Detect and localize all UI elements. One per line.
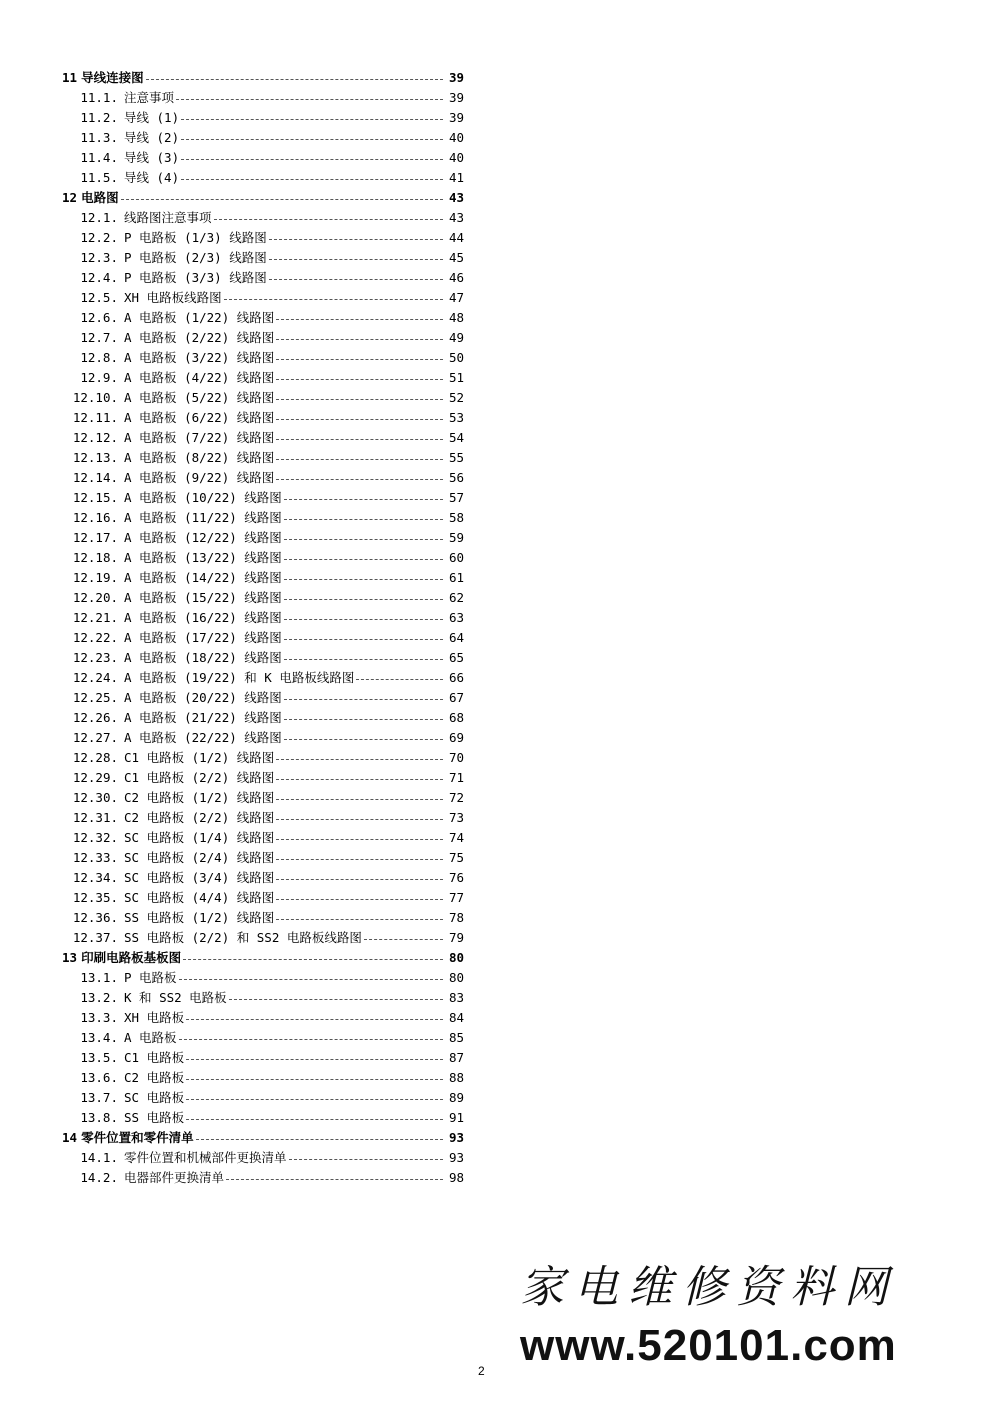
toc-title: 电路图 [81,190,119,205]
toc-page: 46 [448,270,464,285]
toc-number: 12.15. [72,490,118,505]
toc-page: 39 [448,90,464,105]
toc-entry[interactable] [62,748,464,768]
toc-leader [181,139,443,140]
toc-leader [276,379,443,380]
toc-title: A 电路板 (20/22) 线路图 [124,690,282,705]
toc-number: 12.11. [72,410,118,425]
toc-number: 12.17. [72,530,118,545]
toc-number: 12.29. [72,770,118,785]
watermark-title: 家电维修资料网 [520,1262,898,1313]
toc-title: A 电路板 (16/22) 线路图 [124,610,282,625]
toc-number: 12.32. [72,830,118,845]
toc-title: C2 电路板 [124,1070,185,1085]
toc-title: A 电路板 (17/22) 线路图 [124,630,282,645]
toc-page: 61 [448,570,464,585]
toc-title: A 电路板 (3/22) 线路图 [124,350,275,365]
toc-entry[interactable] [62,1048,464,1068]
toc-number: 12.36. [72,910,118,925]
toc-leader [179,979,443,980]
toc-entry[interactable] [62,968,464,988]
toc-number: 13.4. [80,1030,118,1045]
toc-leader [181,179,443,180]
toc-page: 88 [448,1070,464,1085]
toc-leader [186,1119,443,1120]
toc-number: 12.13. [72,450,118,465]
toc-entry[interactable] [62,668,464,688]
toc-entry[interactable] [62,528,464,548]
toc-entry[interactable] [62,1108,464,1128]
toc-title: 注意事项 [124,90,175,105]
toc-entry[interactable] [62,708,464,728]
toc-page: 48 [448,310,464,325]
toc-page: 65 [448,650,464,665]
toc-page: 73 [448,810,464,825]
toc-title: 线路图注意事项 [124,210,212,225]
toc-page: 91 [448,1110,464,1125]
toc-entry[interactable] [62,148,464,168]
toc-leader [276,319,443,320]
toc-entry[interactable] [62,928,464,948]
toc-title: A 电路板 [124,1030,177,1045]
toc-title: C2 电路板 (2/2) 线路图 [124,810,275,825]
toc-page: 64 [448,630,464,645]
toc-leader [284,719,443,720]
toc-title: A 电路板 (18/22) 线路图 [124,650,282,665]
toc-leader [186,1079,443,1080]
toc-leader [229,999,443,1000]
toc-number: 11 [62,70,78,85]
toc-leader [146,79,443,80]
toc-title: XH 电路板线路图 [124,290,222,305]
toc-entry[interactable] [62,1168,464,1188]
toc-page: 83 [448,990,464,1005]
toc-number: 12.14. [72,470,118,485]
toc-entry[interactable] [62,728,464,748]
toc-leader [284,599,443,600]
toc-title: A 电路板 (19/22) 和 K 电路板线路图 [124,670,355,685]
toc-leader [276,779,443,780]
toc-title: C1 电路板 [124,1050,185,1065]
toc-entry[interactable] [62,688,464,708]
toc-entry[interactable] [62,1008,464,1028]
toc-leader [121,199,443,200]
toc-title: A 电路板 (22/22) 线路图 [124,730,282,745]
toc-leader [176,99,443,100]
toc-entry[interactable] [62,988,464,1008]
toc-entry[interactable] [62,508,464,528]
toc-leader [276,339,443,340]
toc-number: 12.3. [80,250,118,265]
toc-page: 93 [448,1150,464,1165]
toc-entry[interactable] [62,428,464,448]
toc-leader [226,1179,443,1180]
toc-page: 68 [448,710,464,725]
toc-title: A 电路板 (6/22) 线路图 [124,410,275,425]
toc-entry[interactable] [62,448,464,468]
toc-leader [276,799,443,800]
toc-page: 55 [448,450,464,465]
toc-page: 72 [448,790,464,805]
toc-leader [284,499,443,500]
toc-title: 导线连接图 [81,70,144,85]
toc-title: K 和 SS2 电路板 [124,990,227,1005]
toc-entry[interactable] [62,328,464,348]
toc-title: 导线 (3) [124,150,180,165]
toc-entry[interactable] [62,108,464,128]
toc-entry[interactable] [62,788,464,808]
toc-page: 93 [448,1130,464,1145]
toc-title: 零件位置和零件清单 [81,1130,194,1145]
toc-title: 电器部件更换清单 [124,1170,225,1185]
toc-entry[interactable] [62,268,464,288]
toc-page: 84 [448,1010,464,1025]
toc-entry[interactable] [62,768,464,788]
toc-page: 89 [448,1090,464,1105]
toc-number: 12.16. [72,510,118,525]
toc-title: C2 电路板 (1/2) 线路图 [124,790,275,805]
toc-leader [186,1059,443,1060]
toc-leader [186,1099,443,1100]
toc-page: 43 [448,190,464,205]
table-of-contents [62,68,464,1188]
toc-leader [276,859,443,860]
toc-page: 87 [448,1050,464,1065]
toc-title: P 电路板 [124,970,177,985]
toc-page: 53 [448,410,464,425]
toc-page: 56 [448,470,464,485]
toc-leader [224,299,443,300]
toc-page: 52 [448,390,464,405]
toc-title: SC 电路板 (1/4) 线路图 [124,830,275,845]
toc-leader [179,1039,443,1040]
toc-title: A 电路板 (7/22) 线路图 [124,430,275,445]
toc-page: 77 [448,890,464,905]
toc-leader [284,579,443,580]
toc-entry[interactable] [62,608,464,628]
toc-leader [276,359,443,360]
toc-entry[interactable] [62,828,464,848]
toc-leader [284,559,443,560]
toc-title: SC 电路板 [124,1090,185,1105]
toc-leader [364,939,443,940]
toc-number: 12.26. [72,710,118,725]
toc-entry[interactable] [62,888,464,908]
toc-page: 78 [448,910,464,925]
toc-entry[interactable] [62,288,464,308]
toc-title: A 电路板 (15/22) 线路图 [124,590,282,605]
toc-leader [284,519,443,520]
toc-entry[interactable] [62,848,464,868]
toc-leader [276,479,443,480]
toc-title: C1 电路板 (2/2) 线路图 [124,770,275,785]
toc-page: 67 [448,690,464,705]
toc-title: A 电路板 (12/22) 线路图 [124,530,282,545]
toc-number: 12.10. [72,390,118,405]
toc-number: 14.2. [80,1170,118,1185]
toc-title: A 电路板 (13/22) 线路图 [124,550,282,565]
toc-page: 44 [448,230,464,245]
toc-number: 14.1. [80,1150,118,1165]
toc-number: 12.1. [80,210,118,225]
toc-number: 12.28. [72,750,118,765]
toc-title: 导线 (2) [124,130,180,145]
toc-entry[interactable] [62,388,464,408]
toc-entry[interactable] [62,208,464,228]
toc-entry[interactable] [62,588,464,608]
toc-section[interactable] [62,68,464,88]
toc-number: 12.4. [80,270,118,285]
toc-leader [276,459,443,460]
toc-title: A 电路板 (2/22) 线路图 [124,330,275,345]
toc-page: 80 [448,970,464,985]
toc-title: A 电路板 (1/22) 线路图 [124,310,275,325]
toc-number: 11.1. [80,90,118,105]
toc-entry[interactable] [62,808,464,828]
toc-number: 12.37. [72,930,118,945]
toc-entry[interactable] [62,548,464,568]
toc-number: 12.34. [72,870,118,885]
toc-page: 57 [448,490,464,505]
toc-title: P 电路板 (3/3) 线路图 [124,270,267,285]
toc-leader [181,119,443,120]
toc-page: 71 [448,770,464,785]
toc-number: 13.8. [80,1110,118,1125]
toc-number: 12.9. [80,370,118,385]
toc-leader [186,1019,443,1020]
toc-leader [276,879,443,880]
toc-entry[interactable] [62,88,464,108]
toc-title: C1 电路板 (1/2) 线路图 [124,750,275,765]
toc-number: 12.33. [72,850,118,865]
toc-number: 12.2. [80,230,118,245]
toc-entry[interactable] [62,468,464,488]
toc-number: 14 [62,1130,78,1145]
toc-number: 12 [62,190,78,205]
toc-title: A 电路板 (21/22) 线路图 [124,710,282,725]
toc-entry[interactable] [62,348,464,368]
toc-leader [269,259,443,260]
toc-number: 12.8. [80,350,118,365]
toc-entry[interactable] [62,228,464,248]
toc-number: 12.35. [72,890,118,905]
toc-title: SS 电路板 (1/2) 线路图 [124,910,275,925]
toc-entry[interactable] [62,648,464,668]
toc-number: 13.2. [80,990,118,1005]
toc-number: 12.31. [72,810,118,825]
watermark [520,1258,970,1374]
toc-page: 43 [448,210,464,225]
toc-entry[interactable] [62,308,464,328]
toc-page: 79 [448,930,464,945]
toc-title: A 电路板 (8/22) 线路图 [124,450,275,465]
toc-page: 40 [448,150,464,165]
toc-number: 13 [62,950,78,965]
toc-number: 12.23. [72,650,118,665]
toc-page: 63 [448,610,464,625]
toc-entry[interactable] [62,868,464,888]
toc-page: 98 [448,1170,464,1185]
toc-title: A 电路板 (5/22) 线路图 [124,390,275,405]
toc-page: 76 [448,870,464,885]
toc-title: 零件位置和机械部件更换清单 [124,1150,287,1165]
toc-title: SC 电路板 (3/4) 线路图 [124,870,275,885]
toc-leader [284,659,443,660]
toc-page: 39 [448,110,464,125]
toc-number: 12.20. [72,590,118,605]
toc-entry[interactable] [62,1088,464,1108]
toc-leader [284,539,443,540]
toc-leader [183,959,443,960]
toc-entry[interactable] [62,1148,464,1168]
toc-page: 75 [448,850,464,865]
toc-entry[interactable] [62,628,464,648]
toc-title: SS 电路板 (2/2) 和 SS2 电路板线路图 [124,930,362,945]
toc-page: 40 [448,130,464,145]
toc-page: 60 [448,550,464,565]
toc-title: XH 电路板 [124,1010,185,1025]
toc-section[interactable] [62,948,464,968]
toc-leader [276,399,443,400]
toc-leader [276,759,443,760]
toc-number: 12.24. [72,670,118,685]
toc-number: 12.19. [72,570,118,585]
toc-page: 85 [448,1030,464,1045]
toc-leader [284,739,443,740]
toc-title: 导线 (1) [124,110,180,125]
toc-leader [214,219,443,220]
toc-number: 13.7. [80,1090,118,1105]
toc-leader [284,699,443,700]
toc-number: 12.6. [80,310,118,325]
watermark-url: www.520101.com [520,1321,897,1370]
toc-number: 12.12. [72,430,118,445]
toc-number: 11.3. [80,130,118,145]
toc-title: A 电路板 (14/22) 线路图 [124,570,282,585]
toc-entry[interactable] [62,908,464,928]
toc-title: 印刷电路板基板图 [81,950,182,965]
toc-title: SS 电路板 [124,1110,185,1125]
toc-leader [269,279,443,280]
toc-number: 11.4. [80,150,118,165]
toc-leader [284,639,443,640]
toc-section[interactable] [62,1128,464,1148]
toc-title: A 电路板 (10/22) 线路图 [124,490,282,505]
toc-leader [181,159,443,160]
toc-number: 11.2. [80,110,118,125]
toc-entry[interactable] [62,488,464,508]
toc-leader [196,1139,443,1140]
toc-entry[interactable] [62,128,464,148]
toc-leader [276,419,443,420]
toc-leader [269,239,443,240]
toc-page: 54 [448,430,464,445]
toc-number: 12.30. [72,790,118,805]
toc-leader [276,919,443,920]
toc-title: 导线 (4) [124,170,180,185]
toc-title: P 电路板 (2/3) 线路图 [124,250,267,265]
toc-entry[interactable] [62,368,464,388]
toc-leader [356,679,443,680]
toc-entry[interactable] [62,568,464,588]
toc-number: 11.5. [80,170,118,185]
page-number: 2 [478,1364,485,1378]
toc-number: 13.5. [80,1050,118,1065]
toc-title: A 电路板 (9/22) 线路图 [124,470,275,485]
toc-entry[interactable] [62,248,464,268]
toc-number: 12.18. [72,550,118,565]
toc-leader [276,439,443,440]
toc-entry[interactable] [62,168,464,188]
toc-title: SC 电路板 (2/4) 线路图 [124,850,275,865]
toc-page: 45 [448,250,464,265]
toc-leader [276,899,443,900]
toc-number: 12.22. [72,630,118,645]
toc-title: A 电路板 (11/22) 线路图 [124,510,282,525]
toc-entry[interactable] [62,408,464,428]
toc-page: 69 [448,730,464,745]
toc-leader [289,1159,443,1160]
toc-page: 62 [448,590,464,605]
toc-page: 50 [448,350,464,365]
toc-page: 74 [448,830,464,845]
toc-page: 58 [448,510,464,525]
toc-number: 12.25. [72,690,118,705]
toc-number: 13.3. [80,1010,118,1025]
toc-number: 12.27. [72,730,118,745]
toc-page: 80 [448,950,464,965]
toc-page: 51 [448,370,464,385]
toc-entry[interactable] [62,1068,464,1088]
toc-number: 12.7. [80,330,118,345]
toc-page: 70 [448,750,464,765]
toc-section[interactable] [62,188,464,208]
toc-page: 47 [448,290,464,305]
toc-title: P 电路板 (1/3) 线路图 [124,230,267,245]
toc-number: 12.21. [72,610,118,625]
toc-page: 59 [448,530,464,545]
toc-number: 13.6. [80,1070,118,1085]
toc-entry[interactable] [62,1028,464,1048]
toc-title: SC 电路板 (4/4) 线路图 [124,890,275,905]
toc-page: 66 [448,670,464,685]
toc-leader [276,839,443,840]
toc-number: 13.1. [80,970,118,985]
toc-leader [284,619,443,620]
toc-number: 12.5. [80,290,118,305]
toc-page: 49 [448,330,464,345]
toc-page: 41 [448,170,464,185]
toc-leader [276,819,443,820]
toc-title: A 电路板 (4/22) 线路图 [124,370,275,385]
toc-page: 39 [448,70,464,85]
